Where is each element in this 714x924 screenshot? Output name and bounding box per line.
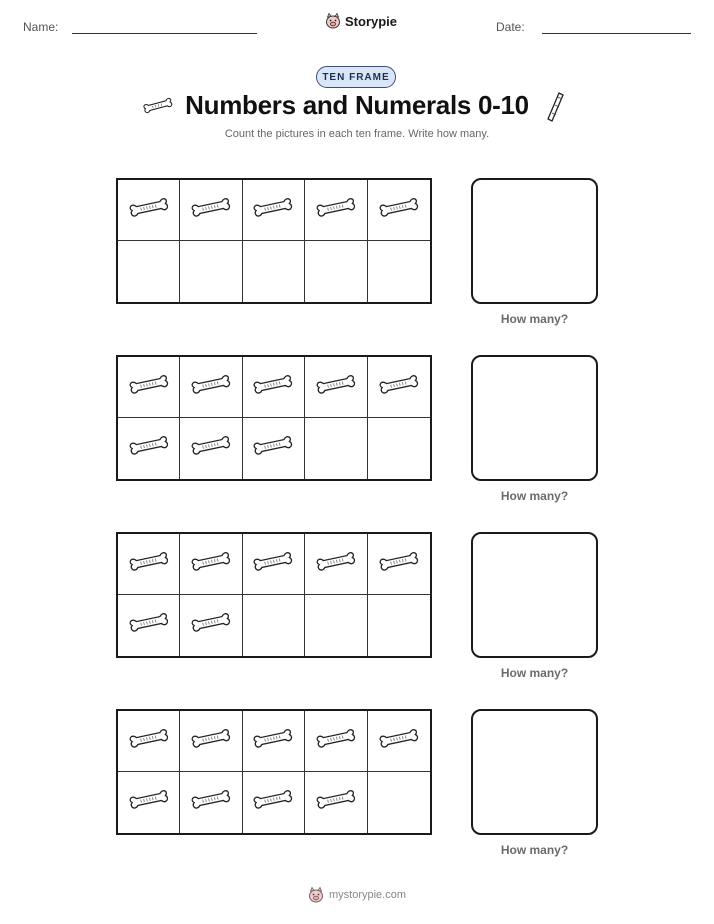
brand-logo [325,12,397,30]
frame-cell [180,241,242,302]
pig-icon [308,886,324,904]
frame-cell [118,357,180,418]
bone-icon [191,434,231,463]
frame-cell [180,711,242,772]
bone-icon [253,373,293,402]
bone-icon [316,727,356,756]
bone-icon [379,373,419,402]
how-many-label-3: How many? [500,666,569,680]
frame-cell [305,772,367,833]
instructions: Count the pictures in each ten frame. Write how many. [224,128,490,140]
answer-box-4[interactable] [471,709,598,835]
answer-box-3[interactable] [471,532,598,658]
bone-icon [316,196,356,225]
frame-cell [368,711,430,772]
answer-box-2[interactable] [471,355,598,481]
frame-cell [243,711,305,772]
how-many-label-1: How many? [500,312,569,326]
brand-name: Storypie [345,13,398,29]
bone-icon [129,196,169,225]
frame-cell [118,711,180,772]
frame-cell [243,180,305,241]
frame-cell [243,534,305,595]
ten-frame-4 [116,709,432,835]
frame-cell [368,180,430,241]
frame-cell [243,241,305,302]
frame-cell [368,534,430,595]
frame-cell [368,418,430,479]
bone-icon [129,373,169,402]
bone-icon [316,788,356,817]
frame-cell [243,357,305,418]
bone-icon [253,727,293,756]
footer [308,886,406,904]
frame-cell [118,534,180,595]
bone-icon [316,550,356,579]
ten-frame-1 [116,178,432,304]
frame-cell [180,418,242,479]
frame-cell [118,418,180,479]
frame-cell [118,772,180,833]
frame-cell [368,241,430,302]
frame-cell [305,241,367,302]
frame-cell [305,534,367,595]
frame-cell [243,772,305,833]
frame-cell [180,772,242,833]
bone-icon [129,434,169,463]
date-line[interactable] [542,33,691,34]
frame-cell [305,418,367,479]
bone-icon [129,611,169,640]
date-label: Date: [496,20,525,34]
bone-icon [191,373,231,402]
frame-cell [243,418,305,479]
footer-site: mystorypie.com [329,889,407,901]
bone-icon [379,196,419,225]
bone-icon [316,373,356,402]
bone-icon [253,434,293,463]
answer-box-1[interactable] [471,178,598,304]
bone-icon [129,788,169,817]
frame-cell [305,357,367,418]
bone-icon [253,196,293,225]
frame-cell [305,711,367,772]
bone-icon [191,196,231,225]
bone-icon [379,727,419,756]
stick-icon [544,91,566,123]
frame-cell [118,241,180,302]
ten-frame-badge: TEN FRAME [316,66,396,88]
frame-cell [118,180,180,241]
name-line[interactable] [72,33,257,34]
frame-cell [305,180,367,241]
frame-cell [368,772,430,833]
bone-icon [191,727,231,756]
frame-cell [305,595,367,656]
bone-icon [379,550,419,579]
how-many-label-4: How many? [500,843,569,857]
ten-frame-3 [116,532,432,658]
frame-cell [118,595,180,656]
bone-icon [253,788,293,817]
bone-icon [129,727,169,756]
frame-cell [180,534,242,595]
page-title: Numbers and Numerals 0-10 [185,90,529,120]
frame-cell [180,357,242,418]
frame-cell [180,180,242,241]
bone-icon [191,550,231,579]
how-many-label-2: How many? [500,489,569,503]
bone-icon [253,550,293,579]
frame-cell [243,595,305,656]
frame-cell [368,595,430,656]
bone-icon [129,550,169,579]
frame-cell [368,357,430,418]
bone-icon [191,788,231,817]
bone-icon [191,611,231,640]
pig-icon [325,12,341,30]
name-label: Name: [23,20,59,34]
frame-cell [180,595,242,656]
ten-frame-2 [116,355,432,481]
